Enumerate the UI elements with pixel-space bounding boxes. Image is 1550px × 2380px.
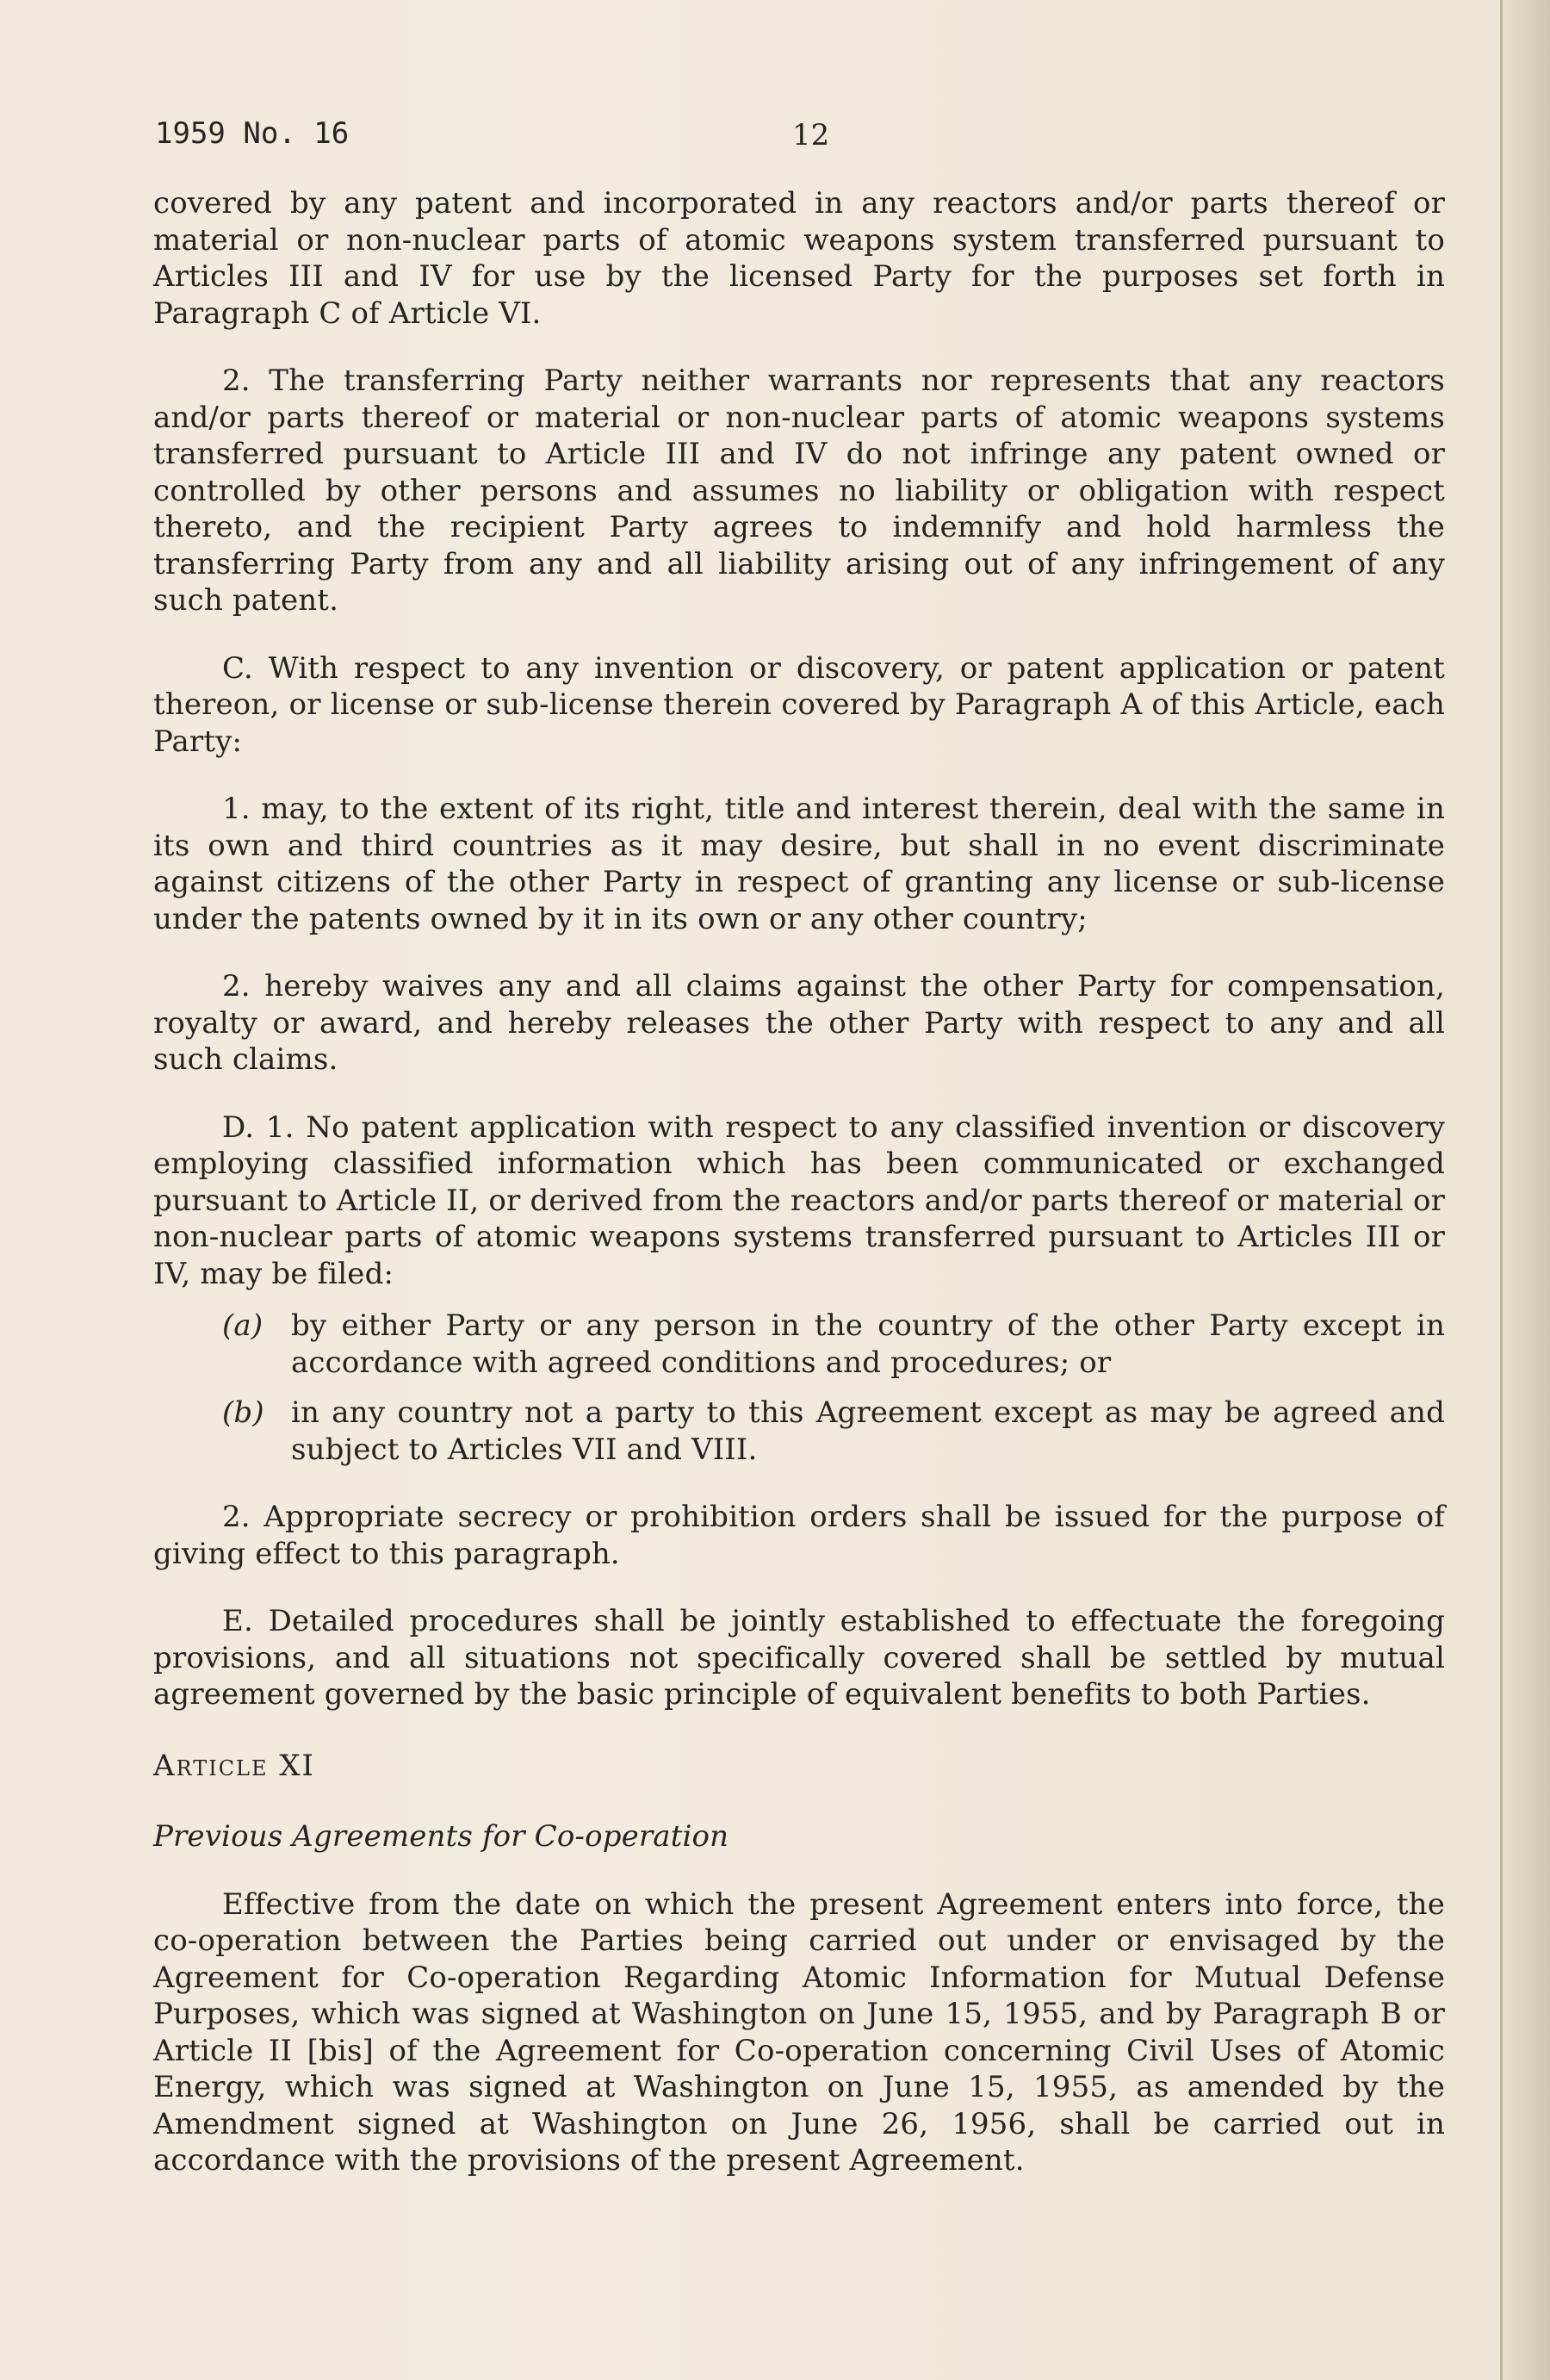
page-number: 12 [792,118,830,152]
body-text [153,185,1445,2210]
page-header [155,116,1447,168]
subparagraph-b-tag: (b) [222,1395,264,1430]
paragraph-d1: D. 1. No patent application with respect to any classified invention or discovery employing classified information which has been communicated or exchanged pursuant to Article II, or derived from the reactors and/or parts thereof or material or non-nuclear parts of atomic weapons systems transferred pursuant to Articles III or IV, may be filed: [153,1109,1445,1291]
article-heading: Article XI [153,1748,315,1783]
paragraph-continuation: covered by any patent and incorporated in any reactors and/or parts thereof or material or non-nuclear parts of atomic weapons system transferred pursuant to Articles III and IV for use by the licensed Party for the purposes set forth in Paragraph C of Article VI. [153,186,1445,331]
subparagraph-a-text: by either Party or any person in the country of the other Party except in accordance with agreed conditions and procedures; or [291,1308,1445,1380]
paragraph-c: C. With respect to any invention or discovery, or patent application or patent thereon, or license or sub-license therein covered by Paragraph A of this Article, each Party: [153,650,1445,759]
paragraph-e: E. Detailed procedures shall be jointly established to effectuate the foregoing provisions, and all situations not specifically covered shall be settled by mutual agreement governed by the basic principle of equivalent benefits to both Parties. [153,1604,1445,1712]
subparagraph-a-tag: (a) [222,1308,264,1343]
subparagraph-b [153,1395,1445,1468]
article-text: Effective from the date on which the present Agreement enters into force, the co-operation between the Parties being carried out under or envisaged by the Agreement for Co-operation Regarding Atomic Information for Mutual Defense Purposes, which was signed at Washington on June 15, 1955, and by Paragraph B or Article II [bis] of the Agreement for Co-operation concerning Civil Uses of Atomic Energy, which was signed at Washington on June 15, 1955, as amended by the Amendment signed at Washington on June 26, 1956, shall be carried out in accordance with the provisions of the present Agreement. [153,1886,1445,2178]
article-title: Previous Agreements for Co-operation [153,1819,729,1854]
paragraph-c2: 2. hereby waives any and all claims against the other Party for compensation, royalty or award, and hereby releases the other Party with respect to any and all such claims. [153,969,1445,1077]
document-reference: 1959 No. 16 [155,116,350,151]
paragraph-b2: 2. The transferring Party neither warrants nor represents that any reactors and/or parts thereof or material or non-nuclear parts of atomic weapons systems transferred pursuant to Article III and IV do not infringe any patent owned or controlled by other persons and assumes no liability or obligation with respect thereto, and the recipient Party agrees to indemnify and hold harmless the transferring Party from any and all liability arising out of any infringement of any such patent. [153,364,1445,618]
subparagraph-a [153,1308,1445,1381]
paragraph-d2: 2. Appropriate secrecy or prohibition orders shall be issued for the purpose of giving effect to this paragraph. [153,1500,1445,1571]
subparagraph-b-text: in any country not a party to this Agreement except as may be agreed and subject to Articles VII and VIII. [291,1395,1445,1467]
page-binding-edge [1500,0,1550,2380]
paragraph-c1: 1. may, to the extent of its right, title and interest therein, deal with the same in its own and third countries as it may desire, but shall in no event discriminate against citizens of the other Party in respect of granting any license or sub-license under the patents owned by it in its own or any other country; [153,792,1445,936]
